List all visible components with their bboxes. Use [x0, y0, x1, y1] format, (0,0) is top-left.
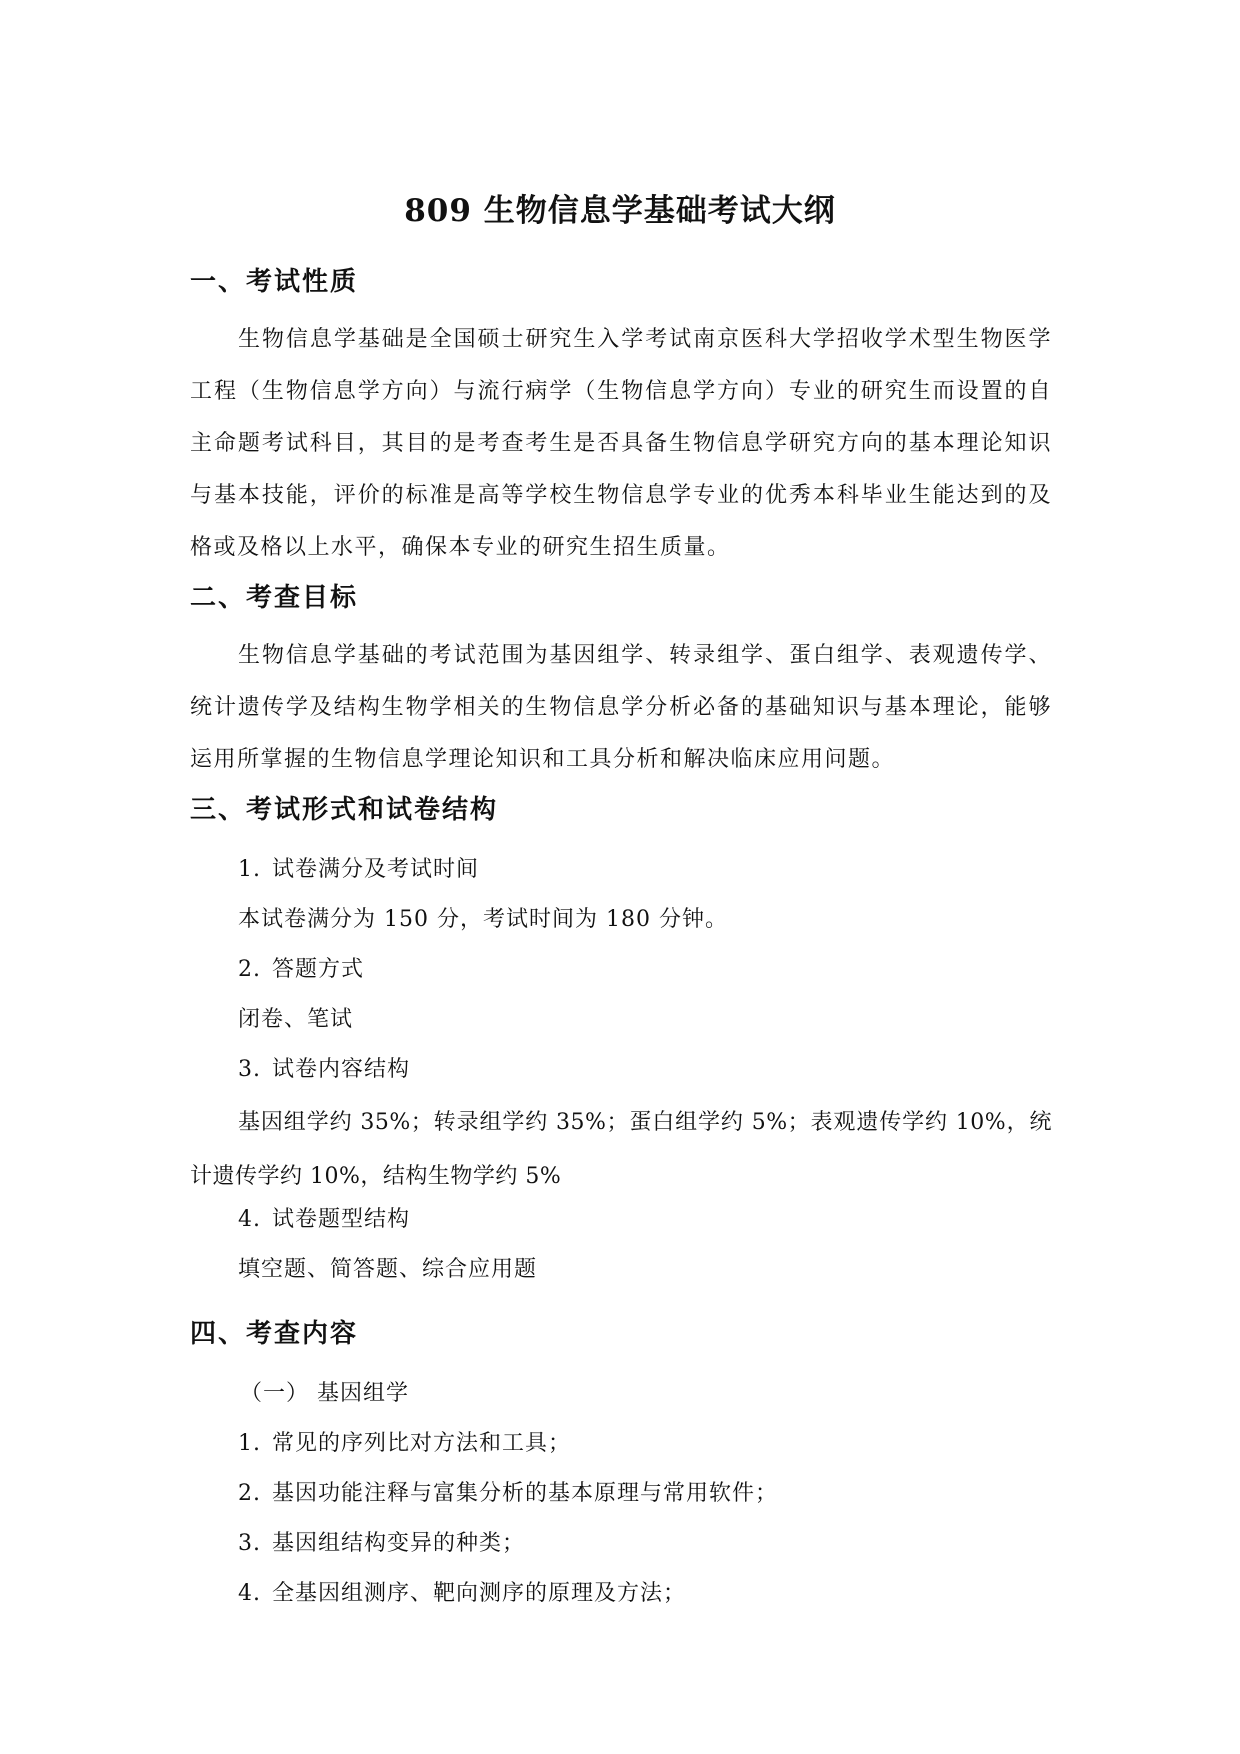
section-heading-exam-format: 三、考试形式和试卷结构	[190, 795, 499, 825]
section-heading-exam-objectives: 二、考查目标	[190, 583, 359, 613]
list-item-text: 基因组结构变异的种类；	[272, 1531, 526, 1556]
list-item-content: 本试卷满分为 150 分，考试时间为 180 分钟。	[238, 907, 728, 932]
list-item-label	[238, 1052, 410, 1088]
list-item-number: 3.	[238, 1057, 261, 1082]
list-item-text: 试卷内容结构	[272, 1057, 411, 1082]
list-item-content: 填空题、简答题、综合应用题	[238, 1257, 538, 1282]
list-item-content: 闭卷、笔试	[238, 1007, 354, 1032]
document-title: 809 生物信息学基础考试大纲	[404, 193, 836, 229]
list-item-text: 常见的序列比对方法和工具；	[272, 1431, 572, 1456]
list-item-text: 答题方式	[272, 957, 365, 982]
content-list-item	[238, 1526, 525, 1562]
list-item-label	[238, 1202, 410, 1238]
list-item-number: 3.	[238, 1531, 261, 1556]
list-item-text: 试卷题型结构	[272, 1207, 411, 1232]
subsection-heading: （一） 基因组学	[240, 1381, 409, 1406]
content-list-item	[238, 1576, 686, 1612]
section-paragraph-exam-objectives: 生物信息学基础的考试范围为基因组学、转录组学、蛋白组学、表观遗传学、统计遗传学及结构生物学相关的生物信息学分析必备的基础知识与基本理论，能够运用所掌握的生物信息学理论知识和工具分析和解决临床应用问题。	[190, 643, 1052, 772]
list-item-label	[238, 852, 479, 888]
section-heading-exam-content: 四、考查内容	[190, 1319, 359, 1349]
section-heading-exam-nature: 一、考试性质	[190, 267, 359, 297]
list-item-number: 2.	[238, 1481, 261, 1506]
content-list-item	[238, 1476, 778, 1512]
list-item-number: 2.	[238, 957, 261, 982]
content-list-item	[238, 1426, 571, 1462]
section-paragraph-exam-nature: 生物信息学基础是全国硕士研究生入学考试南京医科大学招收学术型生物医学工程（生物信息学方向）与流行病学（生物信息学方向）专业的研究生而设置的自主命题考试科目，其目的是考查考生是否具备生物信息学研究方向的基本理论知识与基本技能，评价的标准是高等学校生物信息学专业的优秀本科毕业生能达到的及格或及格以上水平，确保本专业的研究生招生质量。	[190, 327, 1052, 560]
list-item-text: 基因功能注释与富集分析的基本原理与常用软件；	[272, 1481, 779, 1506]
list-item-label	[238, 952, 364, 988]
list-item-number: 4.	[238, 1207, 261, 1232]
list-item-number: 1.	[238, 857, 261, 882]
list-item-content: 基因组学约 35%；转录组学约 35%；蛋白组学约 5%；表观遗传学约 10%，统计遗传学约 10%，结构生物学约 5%	[190, 1110, 1052, 1189]
list-item-number: 4.	[238, 1581, 261, 1606]
list-item-text: 试卷满分及考试时间	[272, 857, 480, 882]
list-item-text: 全基因组测序、靶向测序的原理及方法；	[272, 1581, 687, 1606]
list-item-number: 1.	[238, 1431, 261, 1456]
